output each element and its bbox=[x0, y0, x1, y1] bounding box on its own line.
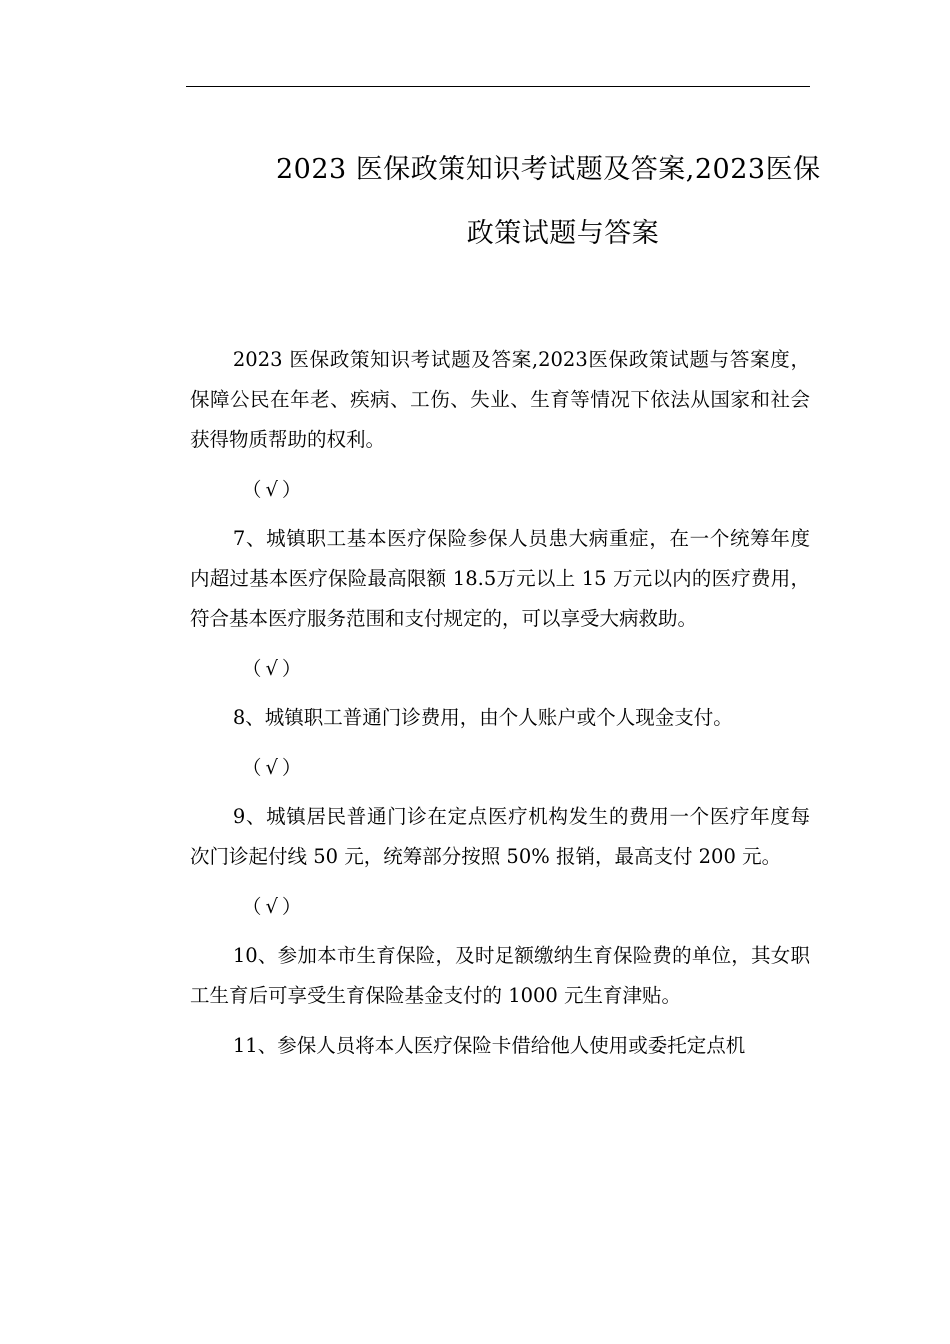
document-title bbox=[186, 138, 821, 266]
question-11: 11、参保人员将本人医疗保险卡借给他人使用或委托定点机 bbox=[232, 1033, 746, 1057]
question-10: 10、参加本市生育保险，及时足额缴纳生育保险费的单位，其女职工生育后可享受生育保险基金支付的 1000 元生育津贴。 bbox=[190, 944, 810, 1007]
question-9: 9、城镇居民普通门诊在定点医疗机构发生的费用一个医疗年度每次门诊起付线 50 元，统筹部分按照 50% 报销，最高支付 200 元。 bbox=[190, 805, 810, 868]
title-line-1: 2023 医保政策知识考试题及答案,2023医保 bbox=[276, 154, 821, 185]
answer-mark: （√） bbox=[242, 477, 306, 501]
answer-mark: （√） bbox=[242, 755, 306, 779]
title-line-2: 政策试题与答案 bbox=[466, 218, 660, 249]
answer-mark: （√） bbox=[242, 894, 306, 918]
question-8: 8、城镇职工普通门诊费用，由个人账户或个人现金支付。 bbox=[232, 706, 733, 729]
document-body bbox=[190, 340, 810, 1075]
paragraph-intro: 2023 医保政策知识考试题及答案,2023医保政策试题与答案度，保障公民在年老、疾病、工伤、失业、生育等情况下依法从国家和社会获得物质帮助的权利。 bbox=[190, 348, 810, 451]
question-7: 7、城镇职工基本医疗保险参保人员患大病重症，在一个统筹年度内超过基本医疗保险最高限额 18.5万元以上 15 万元以内的医疗费用，符合基本医疗服务范围和支付规定的，可以享受大病救助。 bbox=[190, 527, 810, 630]
header-rule bbox=[186, 86, 810, 87]
answer-mark: （√） bbox=[242, 656, 306, 680]
